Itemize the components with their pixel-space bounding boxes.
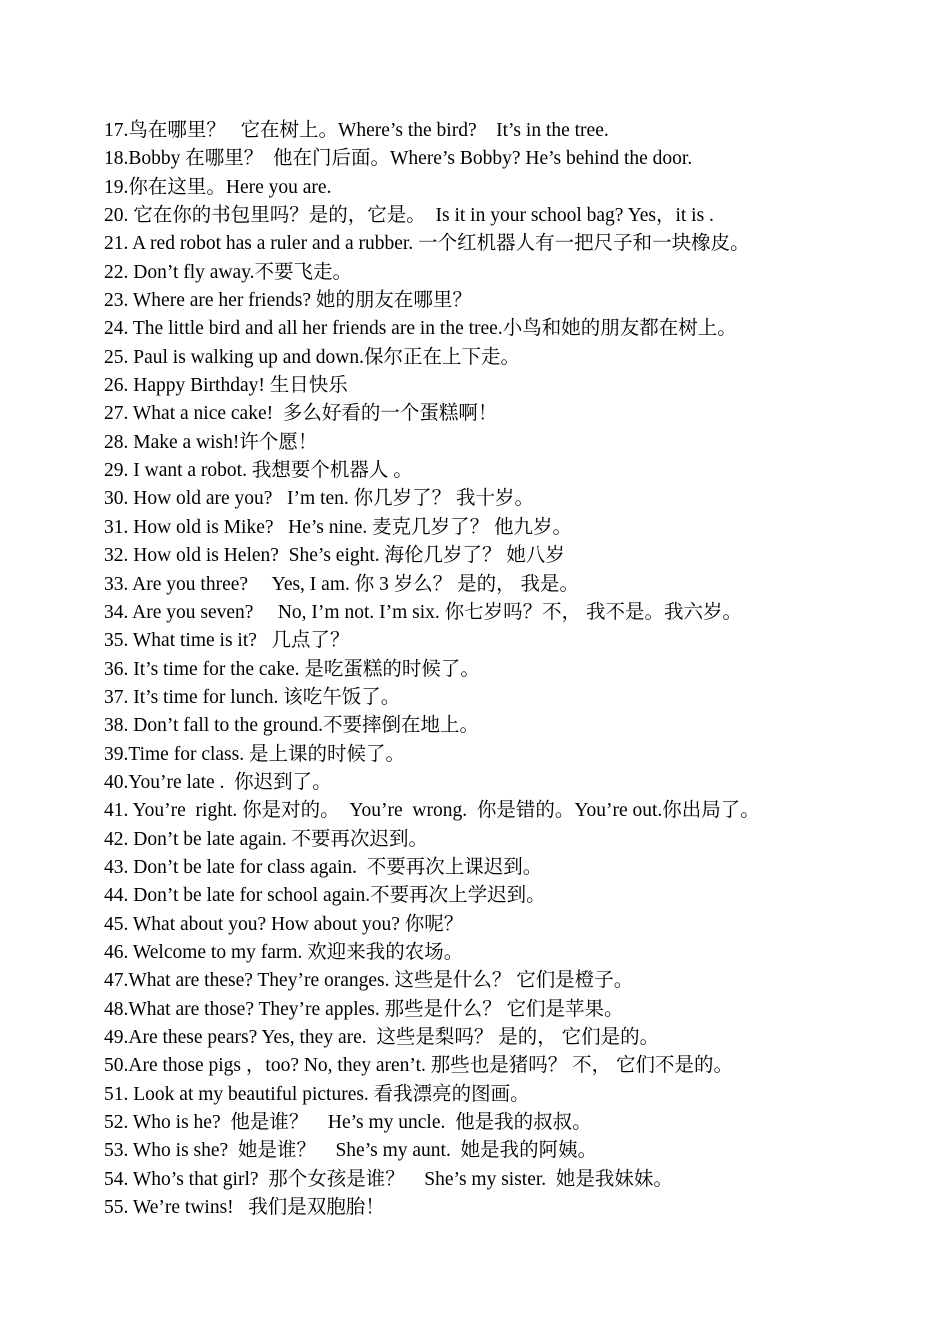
sentence-line: 25. Paul is walking up and down.保尔正在上下走。 — [104, 346, 520, 368]
sentence-line: 46. Welcome to my farm. 欢迎来我的农场。 — [104, 941, 464, 963]
sentence-line: 27. What a nice cake! 多么好看的一个蛋糕啊！ — [104, 403, 498, 425]
sentence-line: 30. How old are you? I’m ten. 你几岁了？ 我十岁。 — [104, 488, 535, 510]
sentence-line: 44. Don’t be late for school again.不要再次上学迟到。 — [104, 885, 546, 907]
sentence-line: 36. It’s time for the cake. 是吃蛋糕的时候了。 — [104, 658, 480, 680]
sentence-line: 33. Are you three? Yes, I am. 你 3 岁么？ 是的， 我是。 — [104, 573, 579, 595]
sentence-line: 41. You’re right. 你是对的。 You’re wrong. 你是错的。You’re out.你出局了。 — [104, 800, 760, 822]
sentence-line: 40.You’re late . 你迟到了。 — [104, 771, 332, 793]
sentence-line: 43. Don’t be late for class again. 不要再次上课迟到。 — [104, 856, 543, 878]
sentence-line: 17.鸟在哪里？ 它在树上。Where’s the bird? It’s in the tree. — [104, 120, 609, 141]
sentence-line: 24. The little bird and all her friends are in the tree.小鸟和她的朋友都在树上。 — [104, 318, 737, 340]
sentence-line: 19.你在这里。Here you are. — [104, 176, 332, 198]
sentence-line: 34. Are you seven? No, I’m not. I’m six. 你七岁吗？不， 我不是。我六岁。 — [104, 601, 743, 623]
sentence-line: 42. Don’t be late again. 不要再次迟到。 — [104, 828, 429, 850]
sentence-line: 23. Where are her friends? 她的朋友在哪里？ — [104, 290, 472, 312]
sentence-line: 53. Who is she? 她是谁？ She’s my aunt. 她是我的阿姨。 — [104, 1140, 598, 1162]
sentence-line: 18.Bobby 在哪里？ 他在门后面。Where’s Bobby? He’s behind the door. — [104, 148, 693, 170]
sentence-list — [104, 117, 924, 1222]
sentence-line: 45. What about you? How about you? 你呢？ — [104, 913, 464, 935]
sentence-line: 31. How old is Mike? He’s nine. 麦克几岁了？ 他九岁。 — [104, 516, 572, 538]
sentence-line: 48.What are those? They’re apples. 那些是什么？ 它们是苹果。 — [104, 998, 624, 1020]
sentence-line: 55. We’re twins! 我们是双胞胎！ — [104, 1197, 385, 1219]
sentence-line: 29. I want a robot. 我想要个机器人 。 — [104, 460, 413, 482]
sentence-line: 32. How old is Helen? She’s eight. 海伦几岁了？ 她八岁 — [104, 545, 565, 567]
sentence-line: 39.Time for class. 是上课的时候了。 — [104, 743, 405, 765]
sentence-line: 52. Who is he? 他是谁？ He’s my uncle. 他是我的叔叔。 — [104, 1112, 592, 1134]
sentence-line: 22. Don’t fly away.不要飞走。 — [104, 261, 353, 283]
sentence-line: 28. Make a wish!许个愿！ — [104, 431, 318, 453]
sentence-line: 35. What time is it? 几点了？ — [104, 630, 350, 652]
sentence-line: 38. Don’t fall to the ground.不要摔倒在地上。 — [104, 715, 479, 737]
sentence-line: 47.What are these? They’re oranges. 这些是什么？ 它们是橙子。 — [104, 970, 634, 992]
sentence-line: 49.Are these pears? Yes, they are. 这些是梨吗？ 是的， 它们是的。 — [104, 1027, 660, 1048]
sentence-line: 37. It’s time for lunch. 该吃午饭了。 — [104, 686, 401, 708]
sentence-line: 51. Look at my beautiful pictures. 看我漂亮的图画。 — [104, 1083, 530, 1105]
sentence-line: 54. Who’s that girl? 那个女孩是谁？ She’s my sister. 她是我妹妹。 — [104, 1168, 673, 1190]
sentence-line: 50.Are those pigs ，too? No, they aren’t. 那些也是猪吗？ 不， 它们不是的。 — [104, 1055, 733, 1077]
sentence-line: 20. 它在你的书包里吗？是的，它是。 Is it in your school bag? Yes，it is . — [104, 205, 714, 227]
sentence-line: 21. A red robot has a ruler and a rubber. 一个红机器人有一把尺子和一块橡皮。 — [104, 233, 750, 255]
sentence-line: 26. Happy Birthday! 生日快乐 — [104, 375, 348, 397]
